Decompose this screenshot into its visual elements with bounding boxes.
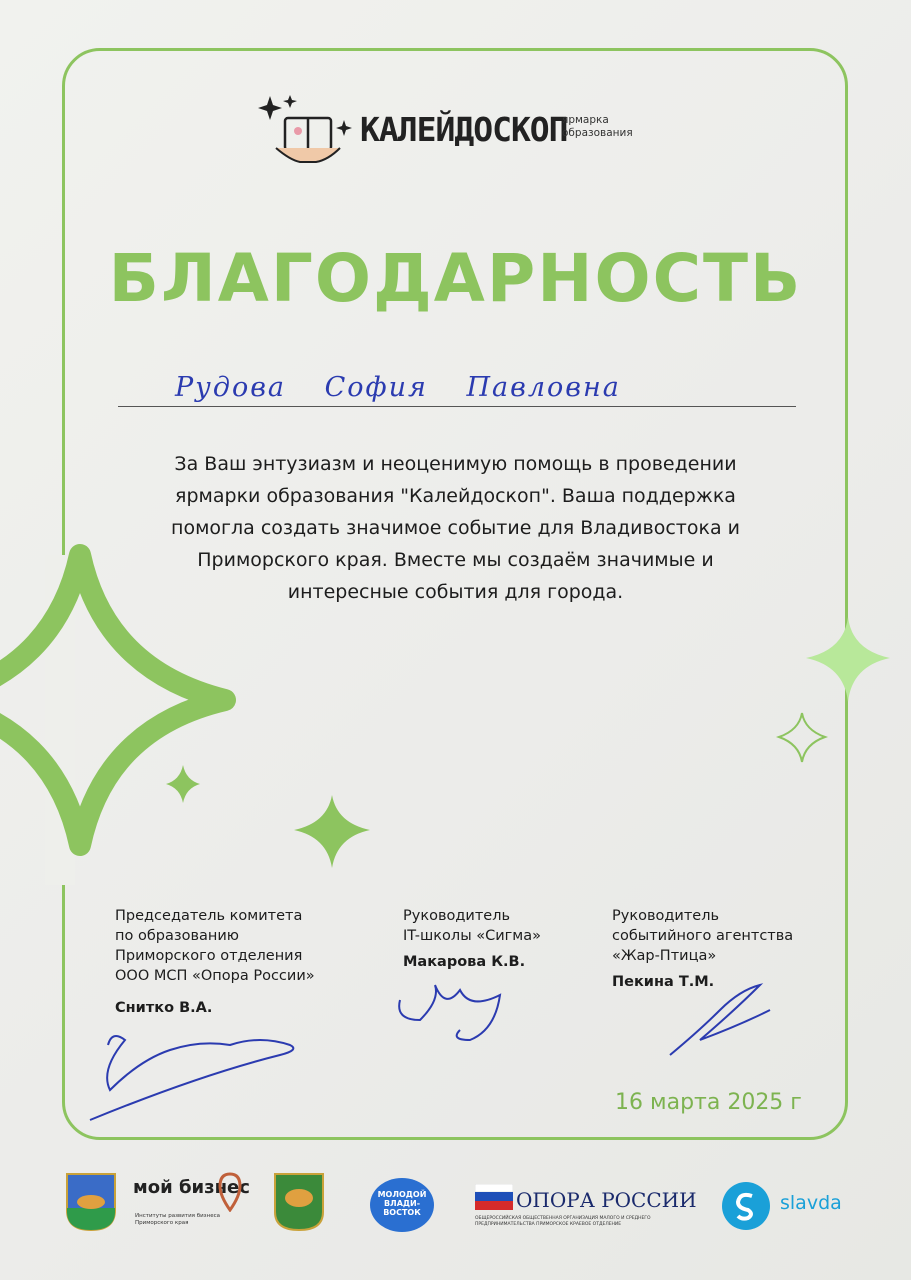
signatory-name: Снитко В.А.: [115, 1000, 213, 1016]
slavda-logo: slavda: [780, 1192, 842, 1214]
signatory-role: Председатель комитета по образованию Приморского отделения ООО МСП «Опора России»: [115, 908, 315, 984]
molodoy-vladivostok-label: МОЛОДОЙ ВЛАДИ-ВОСТОК: [377, 1190, 427, 1217]
moi-biznes-logo: мой бизнес: [133, 1177, 250, 1198]
opora-rossii-subtitle: ОБЩЕРОССИЙСКАЯ ОБЩЕСТВЕННАЯ ОРГАНИЗАЦИЯ МАЛОГО И СРЕДНЕГО ПРЕДПРИНИМАТЕЛЬСТВА ПРИМОРСКОЕ КРАЕВОЕ ОТДЕЛЕНИЕ: [475, 1216, 651, 1227]
recipient-underline: [118, 406, 796, 407]
signatory-name: Пекина Т.М.: [612, 974, 715, 990]
partner-logos: [60, 1168, 860, 1238]
location-pin-icon: [218, 1172, 242, 1212]
signatory-role: Руководитель IT-школы «Сигма»: [403, 908, 541, 944]
slavda-icon: [720, 1180, 772, 1232]
russian-flag-icon: [475, 1184, 513, 1210]
frame-gap: [45, 555, 75, 885]
moi-biznes-subtitle: Институты развития бизнеса Приморского края: [135, 1213, 220, 1226]
certificate-title: БЛАГОДАРНОСТЬ: [108, 240, 803, 317]
logo-title: КАЛЕЙДОСКОП: [360, 110, 568, 149]
certificate-body: За Ваш энтузиазм и неоценимую помощь в проведении ярмарки образования "Калейдоскоп". Ваша поддержка помогла создать значимое событие для Владивостока и Приморского края. Вместе мы создаём значимые и интересные события для города.: [171, 453, 740, 603]
primorye-coat-of-arms-icon: [65, 1172, 117, 1232]
signatory-2: [403, 906, 541, 972]
kaleidoscope-logo: [250, 92, 650, 172]
signatory-name: Макарова К.В.: [403, 954, 526, 970]
opora-rossii-logo: ОПОРА РОССИИ: [516, 1188, 697, 1212]
signatory-role: Руководитель событийного агентства «Жар-Птица»: [612, 908, 794, 964]
certificate-date: 16 марта 2025 г: [615, 1090, 802, 1115]
signatory-1: [115, 906, 315, 1018]
signatory-3: [612, 906, 793, 992]
vladivostok-coat-of-arms-icon: [273, 1172, 325, 1232]
logo-subtitle: ярмарка образования: [562, 114, 633, 139]
recipient-name: Рудова София Павловна: [175, 372, 621, 403]
